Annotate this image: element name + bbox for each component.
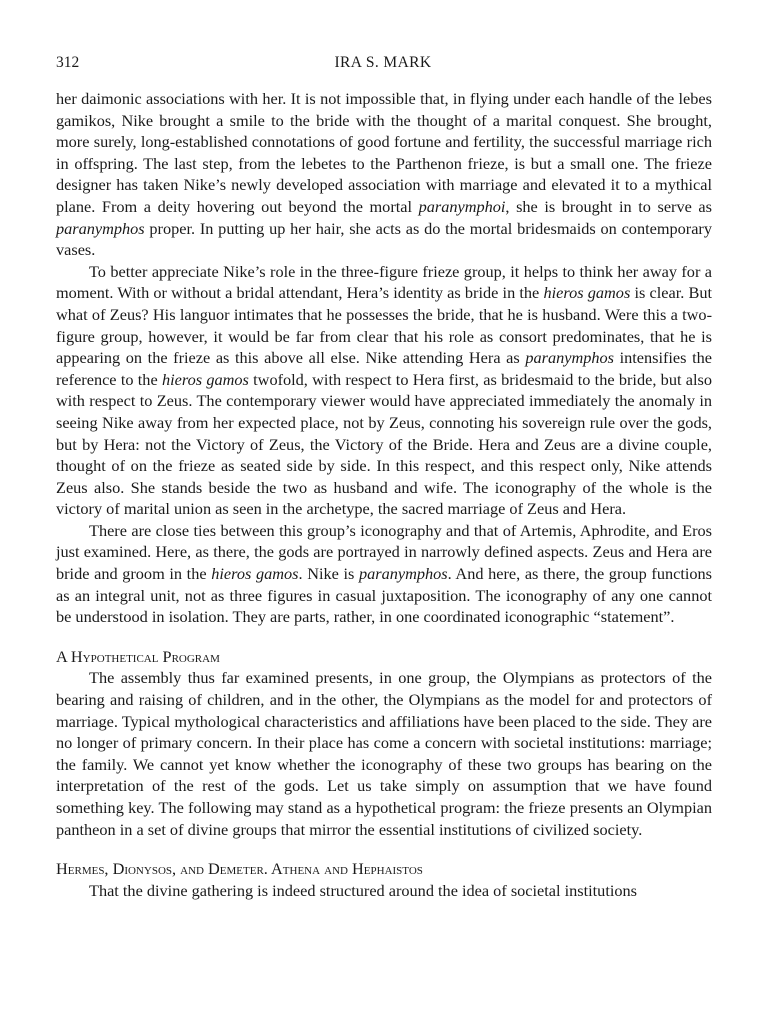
italic-term: paranymphos	[56, 218, 145, 238]
paragraph	[56, 667, 712, 840]
paragraph	[56, 261, 712, 520]
text-run: is clear. But what of Zeus? His languor intimates that he possesses the bride, that he is husband. Were this a two-figure group, however, it would be far from clear that his role as consort predominates, that he is appearing on the frieze as this above all else. Nike attending Hera as	[56, 283, 713, 368]
italic-term: hieros gamos	[161, 369, 249, 389]
text-run: twofold, with respect to Hera first, as bridesmaid to the bride, but also with respect to Zeus. The contemporary viewer would have appreciated immediately the anomaly in seeing Nike away from her expected place, not by Zeus, connoting his sovereign rule over the gods, but by Hera: not the Victory of Zeus, the Victory of the Bride. Hera and Zeus are a divine couple, thought of on the frieze as seated side by side. In this respect, and this respect only, Nike attends Zeus also. She stands beside the two as husband and wife. The iconography of the whole is the victory of marital union as seen in the archetype, the sacred marriage of Zeus and Hera.	[56, 369, 712, 519]
italic-term: hieros gamos	[543, 283, 631, 303]
page-header	[56, 54, 710, 78]
section-heading: A Hypothetical Program	[56, 646, 220, 666]
article-body	[56, 88, 712, 901]
running-head: IRA S. MARK	[334, 54, 432, 71]
italic-term: paranymphos	[358, 564, 448, 584]
text-run: , she is brought in to serve as	[505, 196, 712, 216]
section-heading: Hermes, Dionysos, and Demeter. Athena and Hephaistos	[56, 859, 423, 879]
italic-term: paranymphoi	[418, 196, 506, 216]
page-number: 312	[56, 54, 80, 71]
italic-term: paranymphos	[525, 348, 614, 368]
text-run: . And here, as there, the group functions as an integral unit, not as three figures in casual juxtaposition. The iconography of any one cannot be understood in isolation. They are parts, rather, in one coordinated iconographic “statement”.	[56, 564, 713, 627]
text-run: That the divine gathering is indeed structured around the idea of societal institutions	[89, 880, 637, 900]
text-run: proper. In putting up her hair, she acts as do the mortal bridesmaids on contemporary vases.	[56, 218, 712, 260]
italic-term: hieros gamos	[211, 564, 299, 584]
text-run: The assembly thus far examined presents, in one group, the Olympians as protectors of the bearing and raising of children, and in the other, the Olympians as the model for and protectors of marriage. Typical mythological characteristics and affiliations have been placed to the side. They are no longer of primary concern. In their place has come a concern with societal institutions: marriage; the family. We cannot yet know whether the iconography of these two groups has bearing on the interpretation of the rest of the gods. Let us take simply on assumption that we have found something key. The following may stand as a hypothetical program: the frieze presents an Olympian pantheon in a set of divine groups that mirror the essential institutions of civilized society.	[56, 668, 712, 839]
text-run: There are close ties between this group’s iconography and that of Artemis, Aphrodite, and Eros just examined. Here, as there, the gods are portrayed in narrowly defined aspects. Zeus and Hera are bride and groom in the	[56, 520, 712, 584]
text-run: To better appreciate Nike’s role in the three-figure frieze group, it helps to think her away for a moment. With or without a bridal attendant, Hera’s identity as bride in the	[56, 261, 712, 303]
text-run: intensifies the reference to the	[56, 348, 712, 389]
text-run: her daimonic associations with her. It is not impossible that, in flying under each handle of the lebes gamikos, Nike brought a smile to the bride with the thought of a marital conquest. She brought, more surely, long-established connotations of good fortune and fertility, the successful marriage rich in offspring. The last step, from the lebetes to the Parthenon frieze, is but a small one. The frieze designer has taken Nike’s newly developed association with marriage and elevated it to a mythical plane. From a deity hovering out beyond the mortal	[56, 89, 712, 216]
paragraph	[56, 880, 712, 902]
text-run: . Nike is	[298, 564, 359, 584]
paragraph	[56, 520, 712, 628]
paragraph	[56, 88, 712, 261]
